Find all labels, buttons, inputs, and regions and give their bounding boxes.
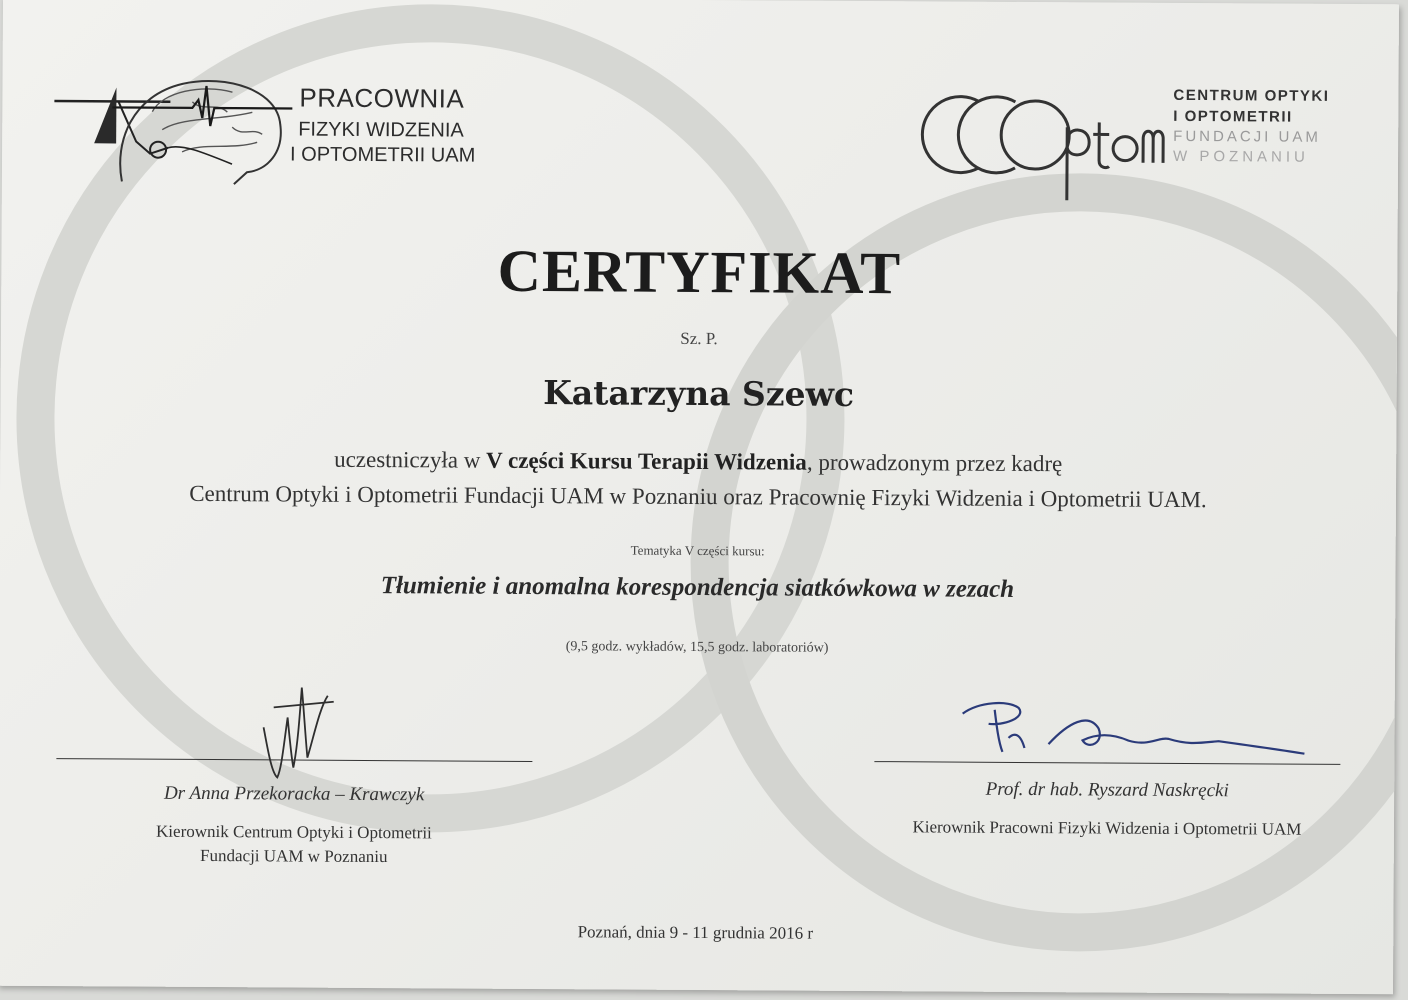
left-signatory-role [56, 819, 532, 870]
participation-text-end: , prowadzonym przez kadrę [806, 449, 1063, 477]
logo-right-line4: W POZNANIU [1173, 147, 1309, 166]
logo-left-line3: I OPTOMETRII UAM [290, 143, 476, 167]
left-signatory-name: Dr Anna Przekoracka – Krawczyk [163, 782, 425, 806]
left-role-line1: Kierownik Centrum Optyki i Optometrii [156, 821, 432, 843]
left-handwritten-signature [253, 677, 344, 783]
logo-right-line3: FUNDACJI UAM [1173, 127, 1321, 146]
logo-right-line2: I OPTOMETRII [1173, 107, 1293, 126]
issue-place-date: Poznań, dnia 9 - 11 grudnia 2016 r [577, 922, 814, 943]
logo-left-line1: PRACOWNIA [299, 82, 465, 114]
course-topic: Tłumienie i anomalna korespondencja siatkówkowa w zezach [380, 572, 1015, 603]
logo-left-line2: FIZYKI WIDZENIA [298, 118, 464, 142]
right-handwritten-signature [958, 692, 1308, 764]
left-role-line2: Fundacji UAM w Poznaniu [199, 845, 388, 867]
recipient-name: Katarzyna Szewc [543, 373, 855, 414]
honorific: Sz. P. [680, 328, 718, 349]
right-signatory-role: Kierownik Pracowni Fizyki Widzenia i Optometrii UAM [912, 817, 1302, 839]
coptom-logo [917, 81, 1168, 208]
organizers-line: Centrum Optyki i Optometrii Fundacji UAM w Poznaniu oraz Pracownię Fizyki Widzenia i Optometrii UAM. [189, 480, 1207, 513]
right-signatory-name: Prof. dr hab. Ryszard Naskręcki [985, 778, 1229, 802]
certificate-title: CERTYFIKAT [497, 237, 902, 307]
topic-label: Tematyka V części kursu: [630, 542, 765, 559]
course-hours: (9,5 godz. wykładów, 15,5 godz. laboratoriów) [565, 639, 829, 656]
participation-text-start: uczestniczyła w [334, 446, 487, 473]
logo-right-line1: CENTRUM OPTYKI [1173, 86, 1330, 105]
course-part-name: V części Kursu Terapii Widzenia [486, 447, 807, 475]
